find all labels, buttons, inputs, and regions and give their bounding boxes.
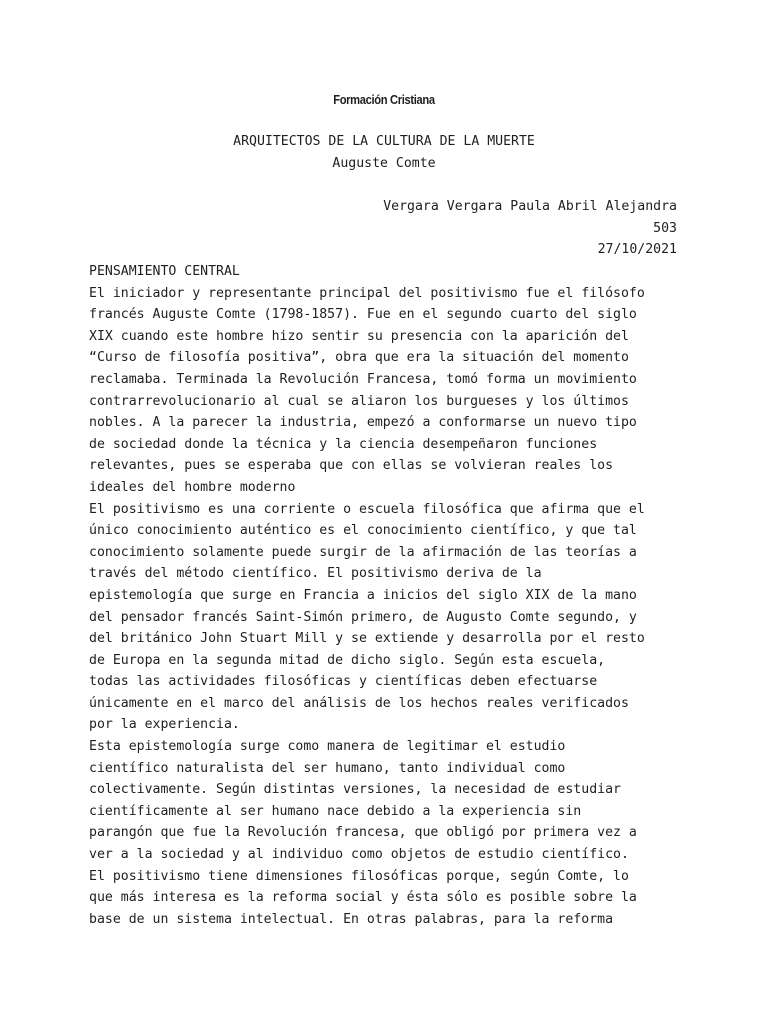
body-line: único conocimiento auténtico es el conocimiento científico, y que tal — [89, 523, 637, 539]
author-name: Vergara Vergara Paula Abril Alejandra — [383, 199, 677, 214]
body-line: “Curso de filosofía positiva”, obra que era la situación del momento — [89, 350, 629, 366]
body-line: todas las actividades filosóficas y científicas deben efectuarse — [89, 674, 598, 690]
body-line: colectivamente. Según distintas versiones, la necesidad de estudiar — [89, 782, 621, 798]
body-line: reclamaba. Terminada la Revolución Francesa, tomó forma un movimiento — [89, 371, 637, 387]
body-line: parangón que fue la Revolución francesa, que obligó por primera vez a — [89, 825, 637, 841]
group-number: 503 — [653, 220, 677, 236]
body-line: relevantes, pues se esperaba que con ellas se volvieran reales los — [89, 458, 614, 474]
body-line: del británico John Stuart Mill y se extiende y desarrolla por el resto — [89, 631, 645, 647]
body-line: francés Auguste Comte (1798-1857). Fue en el segundo cuarto del siglo — [89, 307, 637, 323]
document-title: ARQUITECTOS DE LA CULTURA DE LA MUERTE — [233, 134, 535, 149]
document-subtitle: Auguste Comte — [332, 155, 436, 171]
body-line: base de un sistema intelectual. En otras palabras, para la reforma — [89, 911, 614, 927]
body-line: científicamente al ser humano nace debido a la experiencia sin — [89, 803, 582, 819]
body-line: ver a la sociedad y al individuo como objetos de estudio científico. — [89, 847, 629, 863]
author-block — [383, 196, 677, 261]
body-line: ideales del hombre moderno — [89, 479, 296, 495]
body-line: nobles. A la parecer la industria, empezó a conformarse un nuevo tipo — [89, 415, 637, 431]
body-line: conocimiento solamente puede surgir de la afirmación de las teorías a — [89, 544, 637, 560]
body-line: través del método científico. El positivismo deriva de la — [89, 566, 542, 582]
body-line: científico naturalista del ser humano, tanto individual como — [89, 760, 566, 776]
body-line: del pensador francés Saint-Simón primero, de Augusto Comte segundo, y — [89, 609, 637, 625]
body-line: El positivismo es una corriente o escuela filosófica que afirma que el — [89, 501, 645, 517]
body-line: que más interesa es la reforma social y ésta sólo es posible sobre la — [89, 890, 637, 906]
document-date: 27/10/2021 — [597, 242, 677, 258]
body-line: contrarrevolucionario al cual se aliaron los burgueses y los últimos — [89, 393, 629, 409]
body-line: epistemología que surge en Francia a inicios del siglo XIX de la mano — [89, 587, 637, 603]
body-line: Esta epistemología surge como manera de legitimar el estudio — [89, 739, 566, 755]
body-line: XIX cuando este hombre hizo sentir su presencia con la aparición del — [89, 328, 629, 344]
body-line: El iniciador y representante principal del positivismo fue el filósofo — [89, 285, 645, 301]
body-line: de Europa en la segunda mitad de dicho siglo. Según esta escuela, — [89, 652, 606, 668]
body-line: por la experiencia. — [89, 717, 240, 733]
course-title: Formación Cristiana — [333, 92, 435, 107]
body-line: únicamente en el marco del análisis de los hechos reales verificados — [89, 695, 629, 711]
body-line: El positivismo tiene dimensiones filosóficas porque, según Comte, lo — [89, 868, 629, 884]
title-block — [0, 131, 768, 174]
section-heading: PENSAMIENTO CENTRAL — [89, 264, 240, 279]
body-text — [89, 261, 689, 930]
body-line: de sociedad donde la técnica y la ciencia desempeñaron funciones — [89, 436, 598, 452]
